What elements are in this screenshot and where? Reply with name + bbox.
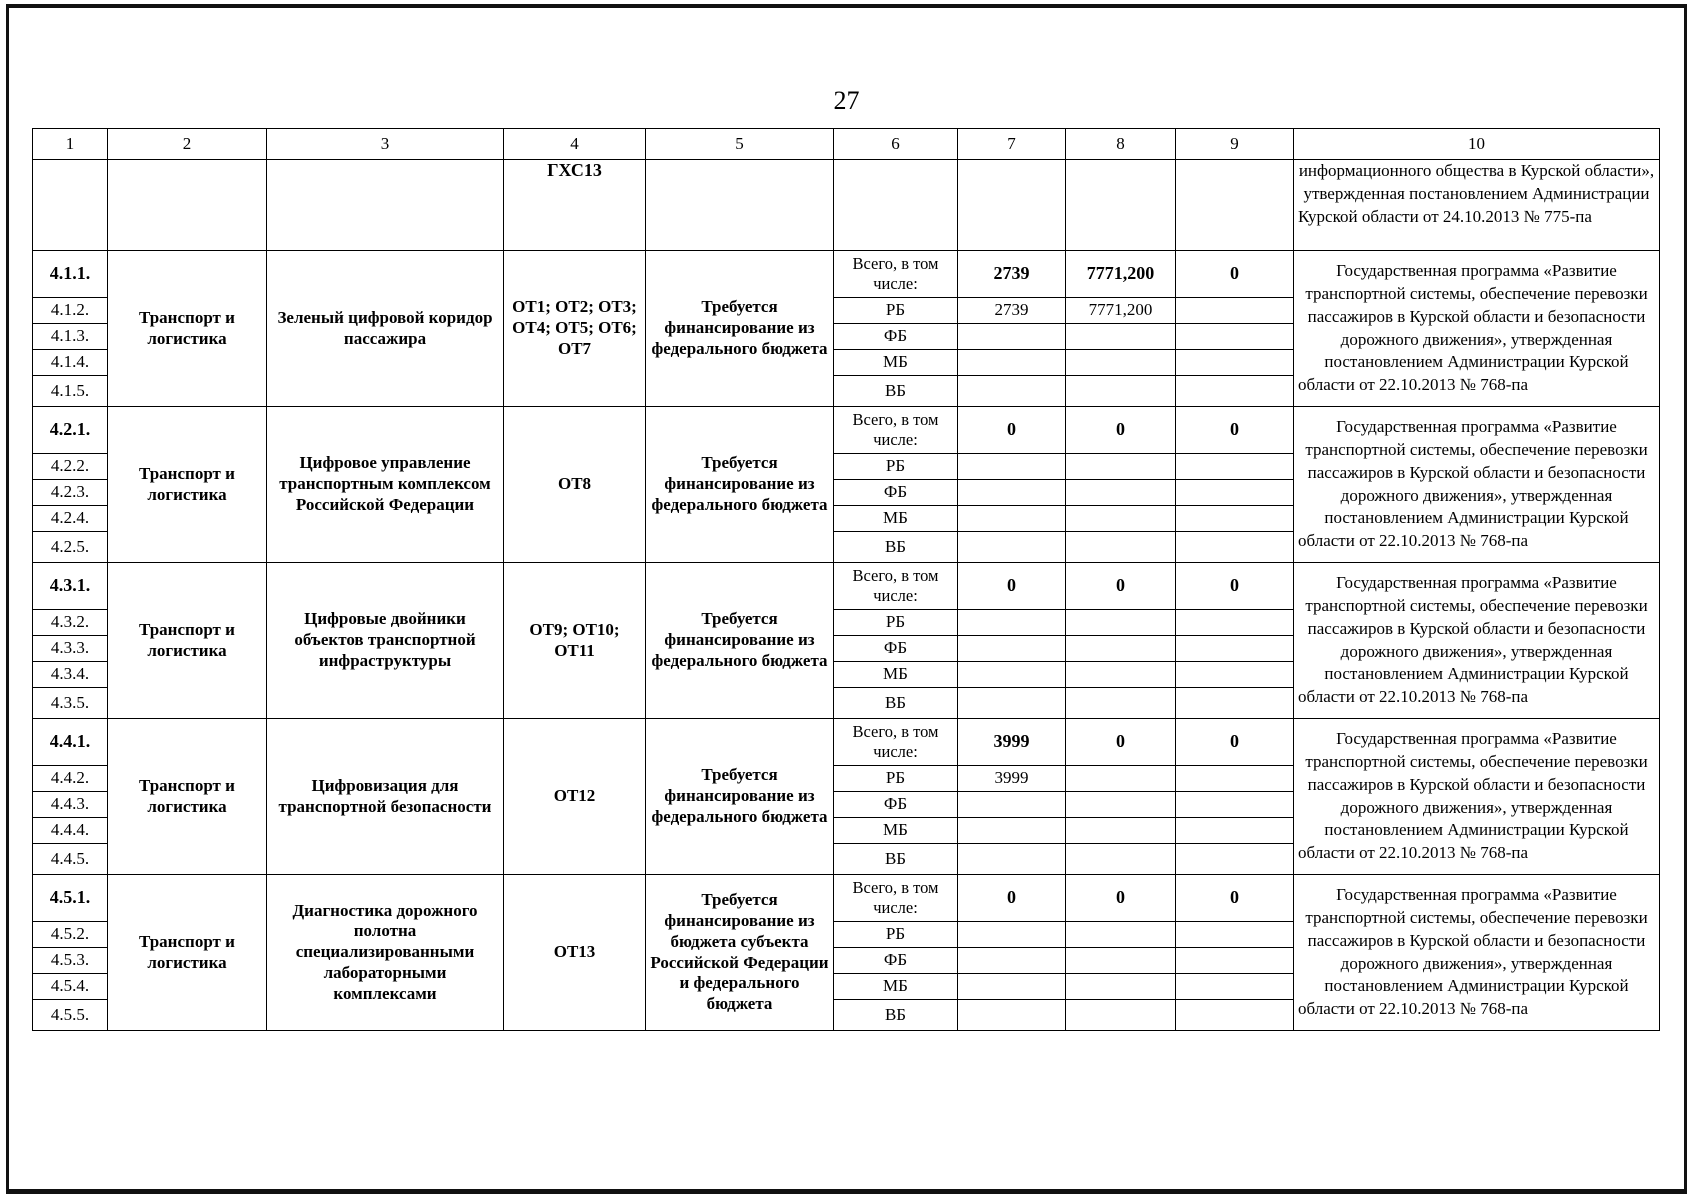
cell-empty — [958, 160, 1066, 251]
budget-kind: ВБ — [834, 376, 958, 407]
value-col8: 7771,200 — [1066, 251, 1176, 298]
value-col7: 0 — [958, 407, 1066, 454]
project-title: Зеленый цифровой коридор пассажира — [267, 251, 504, 407]
source-program: Государственная программа «Развитие транспортной системы, обеспечение перевозки пассажиров в Курской области и безопасности дорожного движения», утвержденная постановлением Администрации Курской области от 22.10.2013 № 768-па — [1294, 719, 1660, 875]
value-col8: 7771,200 — [1066, 298, 1176, 324]
value-col9 — [1176, 480, 1294, 506]
budget-kind: РБ — [834, 610, 958, 636]
value-col7 — [958, 454, 1066, 480]
value-col9: 0 — [1176, 251, 1294, 298]
row-number: 4.4.1. — [33, 719, 108, 766]
value-col7: 3999 — [958, 766, 1066, 792]
row-number: 4.3.3. — [33, 636, 108, 662]
column-header: 6 — [834, 129, 958, 160]
cell-empty — [834, 160, 958, 251]
value-col7 — [958, 636, 1066, 662]
value-col9 — [1176, 688, 1294, 719]
value-col8 — [1066, 662, 1176, 688]
cell-empty — [108, 160, 267, 251]
row-number: 4.1.1. — [33, 251, 108, 298]
value-col9 — [1176, 766, 1294, 792]
budget-kind: ФБ — [834, 636, 958, 662]
value-col9 — [1176, 1000, 1294, 1031]
budget-kind: ФБ — [834, 480, 958, 506]
budget-kind: МБ — [834, 662, 958, 688]
budget-kind: ВБ — [834, 688, 958, 719]
cell-empty — [1066, 160, 1176, 251]
sector-cell: Транспорт и логистика — [108, 563, 267, 719]
measure-codes: ОТ9; ОТ10; ОТ11 — [504, 563, 646, 719]
budget-kind: ФБ — [834, 948, 958, 974]
budget-kind: ВБ — [834, 1000, 958, 1031]
measure-codes: ОТ12 — [504, 719, 646, 875]
budget-kind: РБ — [834, 454, 958, 480]
value-col9 — [1176, 350, 1294, 376]
budget-kind: Всего, в том числе: — [834, 719, 958, 766]
budget-kind: МБ — [834, 818, 958, 844]
funding-note: Требуется финансирование из федерального бюджета — [646, 407, 834, 563]
measure-codes: ОТ13 — [504, 875, 646, 1031]
value-col9 — [1176, 298, 1294, 324]
page-number — [0, 86, 1693, 116]
budget-kind: ВБ — [834, 844, 958, 875]
cell-empty — [1176, 160, 1294, 251]
row-number: 4.4.5. — [33, 844, 108, 875]
budget-kind: ФБ — [834, 324, 958, 350]
value-col9 — [1176, 454, 1294, 480]
cell-empty — [33, 160, 108, 251]
row-number: 4.3.1. — [33, 563, 108, 610]
value-col8: 0 — [1066, 407, 1176, 454]
row-number: 4.5.4. — [33, 974, 108, 1000]
row-number: 4.5.5. — [33, 1000, 108, 1031]
value-col8 — [1066, 506, 1176, 532]
value-col7 — [958, 844, 1066, 875]
value-col7: 3999 — [958, 719, 1066, 766]
value-col7 — [958, 480, 1066, 506]
value-col8 — [1066, 974, 1176, 1000]
value-col7 — [958, 818, 1066, 844]
value-col7 — [958, 350, 1066, 376]
row-number: 4.3.5. — [33, 688, 108, 719]
budget-kind: ФБ — [834, 792, 958, 818]
row-number: 4.4.4. — [33, 818, 108, 844]
value-col9 — [1176, 974, 1294, 1000]
value-col8: 0 — [1066, 719, 1176, 766]
project-title: Цифровое управление транспортным комплексом Российской Федерации — [267, 407, 504, 563]
budget-kind: Всего, в том числе: — [834, 251, 958, 298]
value-col8 — [1066, 610, 1176, 636]
value-col9 — [1176, 376, 1294, 407]
value-col8 — [1066, 376, 1176, 407]
column-header: 1 — [33, 129, 108, 160]
row-number: 4.4.3. — [33, 792, 108, 818]
cell-empty — [267, 160, 504, 251]
value-col7: 0 — [958, 875, 1066, 922]
value-col9 — [1176, 324, 1294, 350]
budget-kind: РБ — [834, 298, 958, 324]
funding-note: Требуется финансирование из федерального бюджета — [646, 251, 834, 407]
row-number: 4.1.3. — [33, 324, 108, 350]
value-col7 — [958, 1000, 1066, 1031]
value-col9: 0 — [1176, 719, 1294, 766]
budget-kind: Всего, в том числе: — [834, 563, 958, 610]
budget-kind: РБ — [834, 922, 958, 948]
column-header: 3 — [267, 129, 504, 160]
sector-cell: Транспорт и логистика — [108, 407, 267, 563]
row-number: 4.2.2. — [33, 454, 108, 480]
value-col7 — [958, 792, 1066, 818]
continuation-row — [33, 160, 1660, 251]
value-col8: 0 — [1066, 875, 1176, 922]
value-col7: 2739 — [958, 251, 1066, 298]
funding-note: Требуется финансирование из федерального бюджета — [646, 719, 834, 875]
value-col9 — [1176, 818, 1294, 844]
value-col8 — [1066, 766, 1176, 792]
budget-kind: МБ — [834, 350, 958, 376]
value-col8 — [1066, 480, 1176, 506]
column-header: 5 — [646, 129, 834, 160]
value-col9 — [1176, 532, 1294, 563]
value-col9 — [1176, 610, 1294, 636]
row-number: 4.5.3. — [33, 948, 108, 974]
value-col7 — [958, 610, 1066, 636]
column-header: 4 — [504, 129, 646, 160]
row-number: 4.1.2. — [33, 298, 108, 324]
budget-kind: МБ — [834, 506, 958, 532]
page-number-text: 27 — [833, 86, 860, 115]
value-col7 — [958, 532, 1066, 563]
value-col8 — [1066, 844, 1176, 875]
value-col9: 0 — [1176, 875, 1294, 922]
value-col9 — [1176, 636, 1294, 662]
table-row — [33, 407, 1660, 454]
row-number: 4.2.1. — [33, 407, 108, 454]
project-title: Цифровизация для транспортной безопасности — [267, 719, 504, 875]
table-row — [33, 875, 1660, 922]
row-number: 4.3.2. — [33, 610, 108, 636]
row-number: 4.2.3. — [33, 480, 108, 506]
funding-note: Требуется финансирование из федерального бюджета — [646, 563, 834, 719]
value-col8 — [1066, 922, 1176, 948]
value-col9: 0 — [1176, 563, 1294, 610]
budget-kind: Всего, в том числе: — [834, 407, 958, 454]
row-number: 4.2.5. — [33, 532, 108, 563]
value-col8 — [1066, 818, 1176, 844]
row-number: 4.1.5. — [33, 376, 108, 407]
value-col8 — [1066, 688, 1176, 719]
value-col7 — [958, 376, 1066, 407]
value-col9 — [1176, 792, 1294, 818]
value-col9 — [1176, 506, 1294, 532]
value-col8 — [1066, 792, 1176, 818]
measure-codes: ГХС13 — [504, 160, 646, 251]
source-program: информационного общества в Курской области», утвержденная постановлением Администрации Курской области от 24.10.2013 № 775-па — [1294, 160, 1660, 251]
row-number: 4.3.4. — [33, 662, 108, 688]
value-col7 — [958, 506, 1066, 532]
row-number: 4.4.2. — [33, 766, 108, 792]
value-col8 — [1066, 454, 1176, 480]
value-col8 — [1066, 350, 1176, 376]
table-row — [33, 719, 1660, 766]
value-col7 — [958, 974, 1066, 1000]
value-col7 — [958, 922, 1066, 948]
value-col8 — [1066, 1000, 1176, 1031]
source-program: Государственная программа «Развитие транспортной системы, обеспечение перевозки пассажиров в Курской области и безопасности дорожного движения», утвержденная постановлением Администрации Курской области от 22.10.2013 № 768-па — [1294, 563, 1660, 719]
measure-codes: ОТ8 — [504, 407, 646, 563]
value-col8 — [1066, 324, 1176, 350]
cell-empty — [646, 160, 834, 251]
value-col7 — [958, 948, 1066, 974]
column-number-row — [33, 129, 1660, 160]
column-header: 9 — [1176, 129, 1294, 160]
value-col9: 0 — [1176, 407, 1294, 454]
value-col9 — [1176, 662, 1294, 688]
sector-cell: Транспорт и логистика — [108, 251, 267, 407]
value-col8: 0 — [1066, 563, 1176, 610]
budget-kind: МБ — [834, 974, 958, 1000]
budget-kind: РБ — [834, 766, 958, 792]
table-row — [33, 251, 1660, 298]
source-program: Государственная программа «Развитие транспортной системы, обеспечение перевозки пассажиров в Курской области и безопасности дорожного движения», утвержденная постановлением Администрации Курской области от 22.10.2013 № 768-па — [1294, 251, 1660, 407]
value-col7: 2739 — [958, 298, 1066, 324]
column-header: 8 — [1066, 129, 1176, 160]
column-header: 2 — [108, 129, 267, 160]
row-number: 4.1.4. — [33, 350, 108, 376]
program-table — [32, 128, 1660, 1031]
value-col8 — [1066, 532, 1176, 563]
sector-cell: Транспорт и логистика — [108, 875, 267, 1031]
table-row — [33, 563, 1660, 610]
value-col9 — [1176, 922, 1294, 948]
value-col9 — [1176, 844, 1294, 875]
value-col7 — [958, 688, 1066, 719]
source-program: Государственная программа «Развитие транспортной системы, обеспечение перевозки пассажиров в Курской области и безопасности дорожного движения», утвержденная постановлением Администрации Курской области от 22.10.2013 № 768-па — [1294, 875, 1660, 1031]
value-col8 — [1066, 636, 1176, 662]
value-col8 — [1066, 948, 1176, 974]
value-col7 — [958, 324, 1066, 350]
project-title: Цифровые двойники объектов транспортной инфраструктуры — [267, 563, 504, 719]
budget-kind: Всего, в том числе: — [834, 875, 958, 922]
budget-kind: ВБ — [834, 532, 958, 563]
sector-cell: Транспорт и логистика — [108, 719, 267, 875]
project-title: Диагностика дорожного полотна специализированными лабораторными комплексами — [267, 875, 504, 1031]
column-header: 7 — [958, 129, 1066, 160]
measure-codes: ОТ1; ОТ2; ОТ3; ОТ4; ОТ5; ОТ6; ОТ7 — [504, 251, 646, 407]
value-col7: 0 — [958, 563, 1066, 610]
row-number: 4.2.4. — [33, 506, 108, 532]
value-col9 — [1176, 948, 1294, 974]
row-number: 4.5.1. — [33, 875, 108, 922]
row-number: 4.5.2. — [33, 922, 108, 948]
source-program: Государственная программа «Развитие транспортной системы, обеспечение перевозки пассажиров в Курской области и безопасности дорожного движения», утвержденная постановлением Администрации Курской области от 22.10.2013 № 768-па — [1294, 407, 1660, 563]
column-header: 10 — [1294, 129, 1660, 160]
funding-note: Требуется финансирование из бюджета субъекта Российской Федерации и федерального бюджета — [646, 875, 834, 1031]
value-col7 — [958, 662, 1066, 688]
